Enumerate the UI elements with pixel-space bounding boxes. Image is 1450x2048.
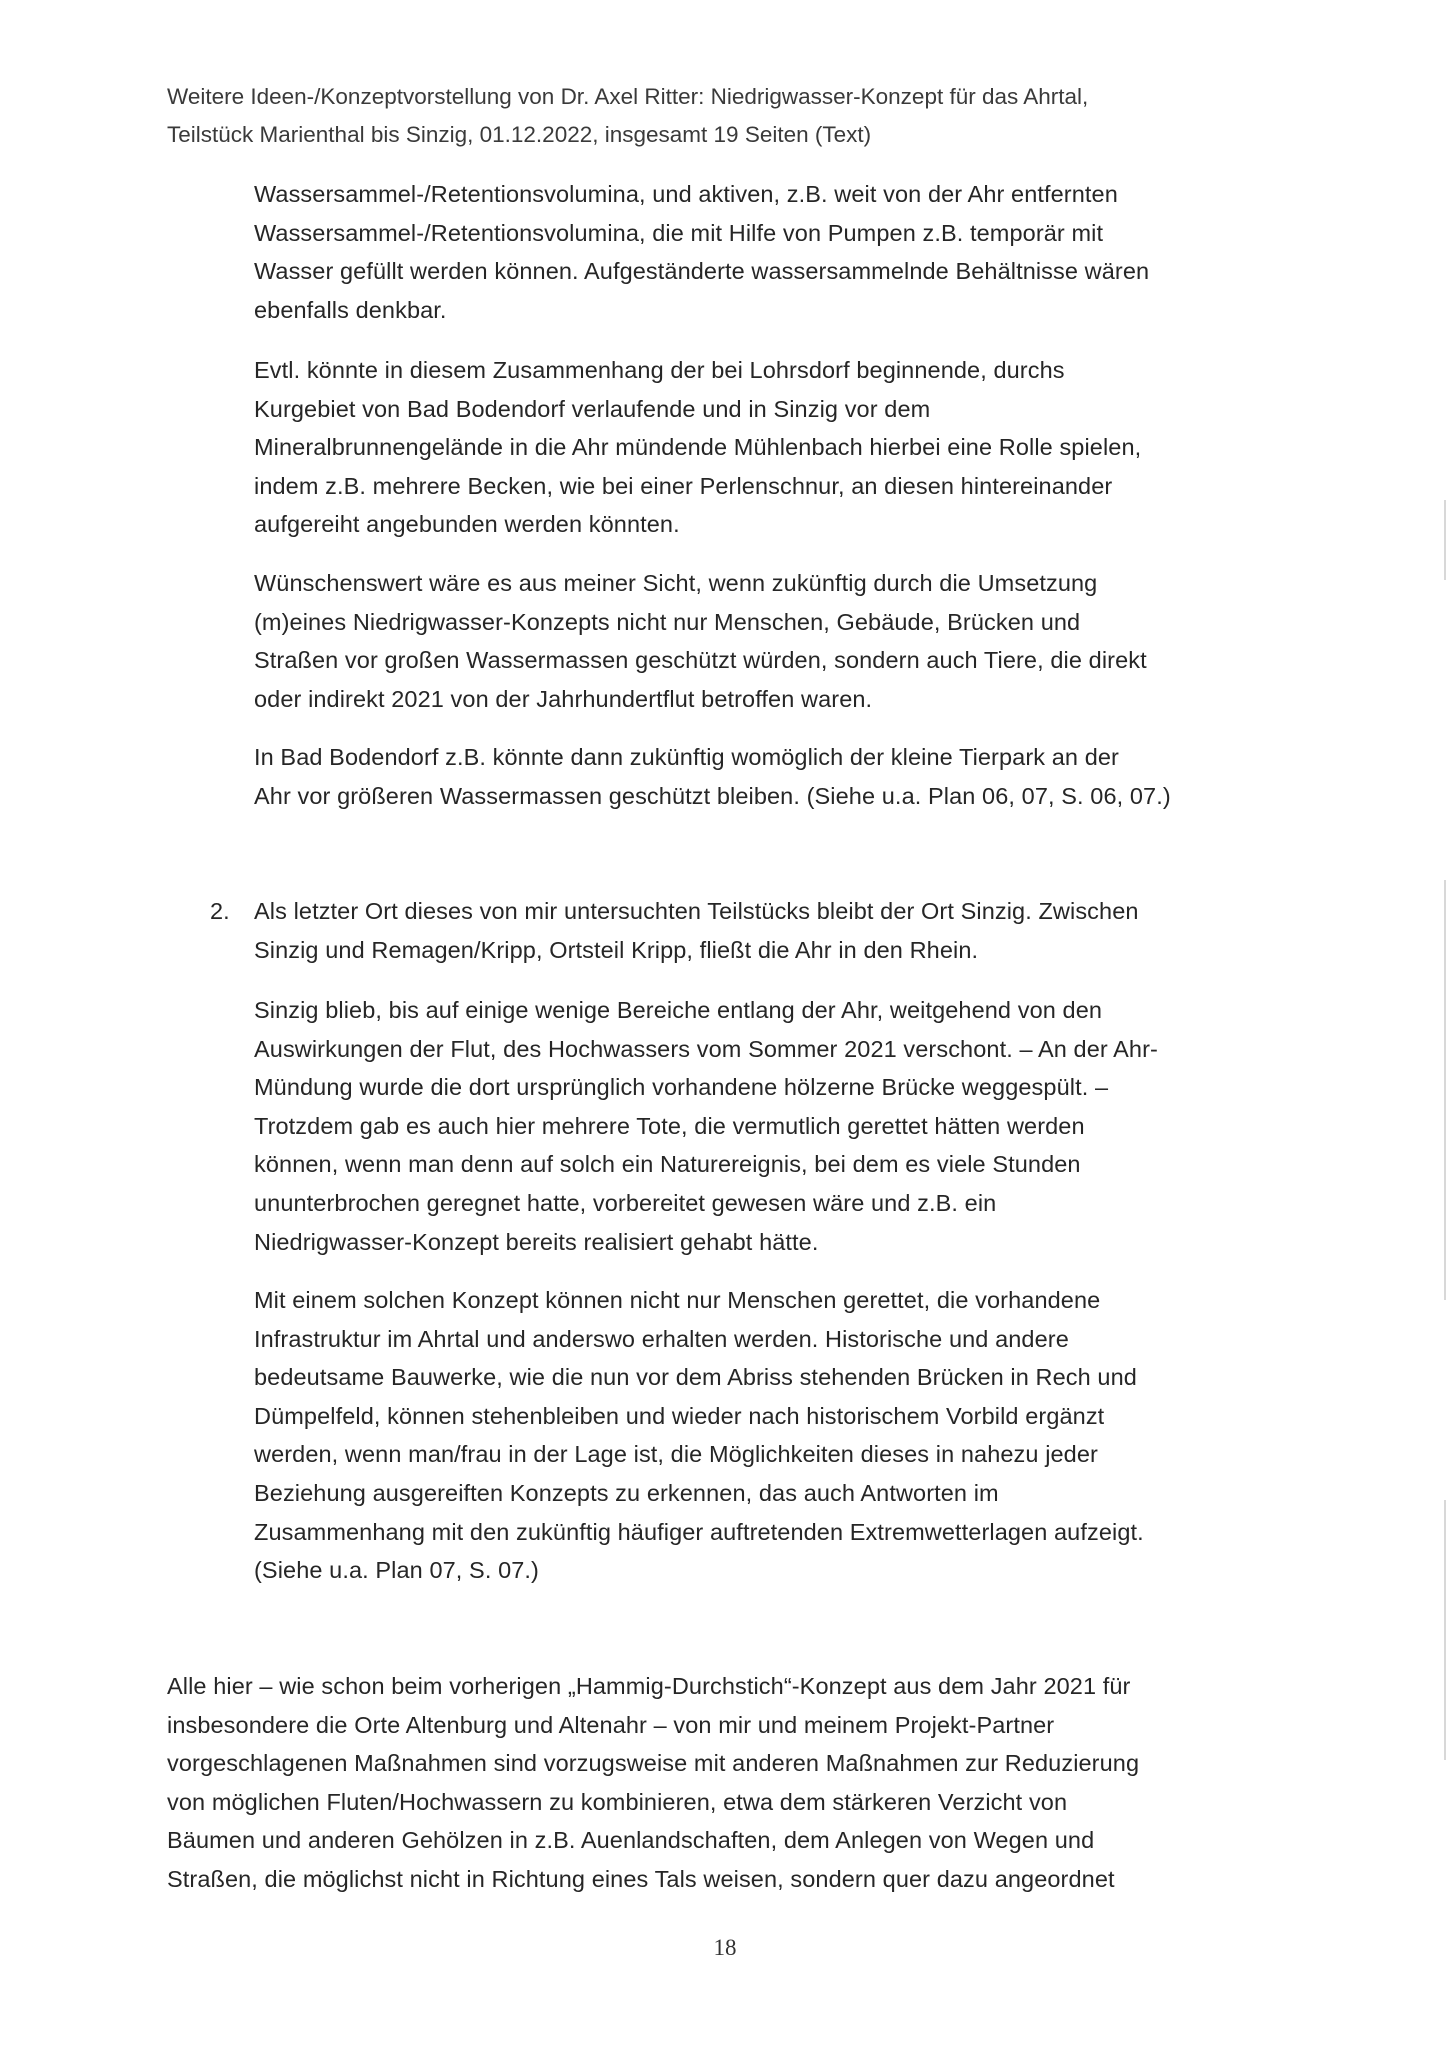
text-line: In Bad Bodendorf z.B. könnte dann zukünftig womöglich der kleine Tierpark an der xyxy=(254,744,1119,770)
text-line: Infrastruktur im Ahrtal und anderswo erhalten werden. Historische und andere xyxy=(254,1325,1069,1352)
text-line: Kurgebiet von Bad Bodendorf verlaufende und in Sinzig vor dem xyxy=(254,395,931,422)
text-line: Wassersammel-/Retentionsvolumina, die mit Hilfe von Pumpen z.B. temporär mit xyxy=(254,219,1104,246)
text-line: von möglichen Fluten/Hochwassern zu kombinieren, etwa dem stärkeren Verzicht von xyxy=(167,1788,1068,1815)
scan-edge-mark xyxy=(1444,880,1446,1300)
page-number: 18 xyxy=(713,1935,737,1960)
text-line: Zusammenhang mit den zukünftig häufiger auftretenden Extremwetterlagen aufzeigt. xyxy=(254,1518,1144,1545)
paragraph-sinzig-flut xyxy=(254,991,1284,1261)
text-line: (m)eines Niedrigwasser-Konzepts nicht nur Menschen, Gebäude, Brücken und xyxy=(254,608,1081,635)
text-line: Straßen vor großen Wassermassen geschützt würden, sondern auch Tiere, die direkt xyxy=(254,647,1147,674)
text-line: Alle hier – wie schon beim vorherigen „Hammig-Durchstich“-Konzept aus dem Jahr 2021 für xyxy=(167,1673,1131,1699)
text-line: vorgeschlagenen Maßnahmen sind vorzugsweise mit anderen Maßnahmen zur Reduzierung xyxy=(167,1750,1140,1777)
text-line: ebenfalls denkbar. xyxy=(254,296,447,323)
page-header xyxy=(167,78,1327,154)
text-line: Straßen, die möglichst nicht in Richtung eines Tals weisen, sondern quer dazu angeordnet xyxy=(167,1865,1115,1892)
text-line: (Siehe u.a. Plan 07, S. 07.) xyxy=(254,1557,539,1584)
text-line: können, wenn man denn auf solch ein Naturereignis, bei dem es viele Stunden xyxy=(254,1151,1081,1178)
text-line: insbesondere die Orte Altenburg und Altenahr – von mir und meinem Projekt-Partner xyxy=(167,1711,1055,1738)
text-line: Wasser gefüllt werden können. Aufgeständerte wassersammelnde Behältnisse wären xyxy=(254,258,1150,285)
text-line: werden, wenn man/frau in der Lage ist, die Möglichkeiten dieses in nahezu jeder xyxy=(254,1441,1098,1468)
text-line: Beziehung ausgereiften Konzepts zu erkennen, das auch Antworten im xyxy=(254,1479,999,1506)
text-line: Mündung wurde die dort ursprünglich vorhandene hölzerne Brücke weggespült. – xyxy=(254,1074,1109,1101)
text-line: ununterbrochen geregnet hatte, vorbereitet gewesen wäre und z.B. ein xyxy=(254,1189,997,1216)
paragraph-konzept xyxy=(254,1281,1284,1590)
text-line: Mit einem solchen Konzept können nicht nur Menschen gerettet, die vorhandene xyxy=(254,1287,1101,1313)
text-line: Dümpelfeld, können stehenbleiben und wieder nach historischem Vorbild ergänzt xyxy=(254,1402,1105,1429)
header-line-2: Teilstück Marienthal bis Sinzig, 01.12.2022, insgesamt 19 Seiten (Text) xyxy=(167,122,872,147)
text-line: Evtl. könnte in diesem Zusammenhang der bei Lohrsdorf beginnende, durchs xyxy=(254,357,1065,383)
paragraph-retention xyxy=(254,175,1284,329)
text-line: bedeutsame Bauwerke, wie die nun vor dem Abriss stehenden Brücken in Rech und xyxy=(254,1364,1137,1391)
list-item-sinzig xyxy=(254,892,1284,969)
text-line: Wassersammel-/Retentionsvolumina, und aktiven, z.B. weit von der Ahr entfernten xyxy=(254,181,1118,207)
text-line: Sinzig und Remagen/Kripp, Ortsteil Kripp, fließt die Ahr in den Rhein. xyxy=(254,936,979,963)
scan-edge-mark xyxy=(1444,1500,1446,1760)
header-line-1: Weitere Ideen-/Konzeptvorstellung von Dr. Axel Ritter: Niedrigwasser-Konzept für das Ahrtal, xyxy=(167,84,1089,109)
text-line: oder indirekt 2021 von der Jahrhundertflut betroffen waren. xyxy=(254,685,873,712)
paragraph-closing xyxy=(167,1667,1287,1899)
text-line: Wünschenswert wäre es aus meiner Sicht, wenn zukünftig durch die Umsetzung xyxy=(254,570,1098,596)
list-item-number: 2. xyxy=(210,898,230,924)
text-line: indem z.B. mehrere Becken, wie bei einer Perlenschnur, an diesen hintereinander xyxy=(254,472,1113,499)
text-line: Niedrigwasser-Konzept bereits realisiert gehabt hätte. xyxy=(254,1228,819,1255)
text-line: Als letzter Ort dieses von mir untersuchten Teilstücks bleibt der Ort Sinzig. Zwischen xyxy=(254,898,1139,924)
scan-edge-mark xyxy=(1444,500,1446,580)
text-line: Mineralbrunnengelände in die Ahr mündende Mühlenbach hierbei eine Rolle spielen, xyxy=(254,434,1142,461)
text-line: Auswirkungen der Flut, des Hochwassers vom Sommer 2021 verschont. – An der Ahr- xyxy=(254,1035,1158,1062)
paragraph-muehlenbach xyxy=(254,351,1284,544)
text-line: Ahr vor größeren Wassermassen geschützt bleiben. (Siehe u.a. Plan 06, 07, S. 06, 07.) xyxy=(254,782,1171,809)
paragraph-wuenschenswert xyxy=(254,564,1284,718)
text-line: Trotzdem gab es auch hier mehrere Tote, die vermutlich gerettet hätten werden xyxy=(254,1112,1085,1139)
text-line: Sinzig blieb, bis auf einige wenige Bereiche entlang der Ahr, weitgehend von den xyxy=(254,997,1103,1023)
text-line: Bäumen und anderen Gehölzen in z.B. Auenlandschaften, dem Anlegen von Wegen und xyxy=(167,1827,1095,1854)
text-line: aufgereiht angebunden werden könnten. xyxy=(254,511,680,538)
paragraph-tierpark xyxy=(254,738,1284,815)
